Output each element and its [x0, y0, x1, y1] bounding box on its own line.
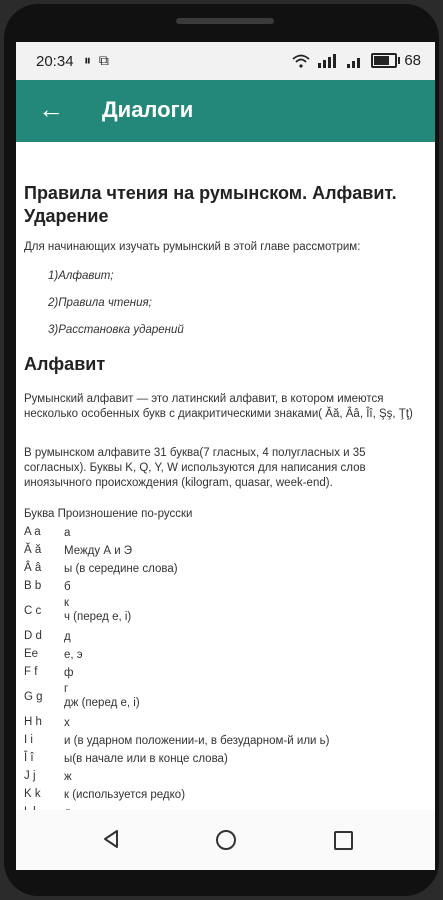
- speaker-grille: [176, 18, 274, 24]
- letter-cell: Ee: [24, 648, 39, 660]
- letter-cell: Î î: [24, 752, 34, 764]
- pron-cell: дж (перед e, i): [64, 697, 140, 709]
- app-bar: [16, 80, 435, 142]
- notification-icons: ⏸ ⧉: [84, 52, 111, 68]
- wifi-icon: [292, 54, 310, 68]
- alphabet-paragraph: Румынский алфавит — это латинский алфавит, в котором имеются несколько особенных букв с диакритическими знаками( Ăă, Ââ, Îî, Şş, Ţţ): [24, 393, 413, 420]
- screen: [16, 42, 435, 870]
- pron-cell: к: [64, 597, 70, 609]
- page-title: Диалоги: [102, 97, 194, 122]
- letter-cell: I i: [24, 734, 33, 746]
- alphabet-heading: Алфавит: [24, 354, 106, 374]
- battery-icon: [371, 53, 397, 68]
- letter-cell: C c: [24, 605, 42, 617]
- pron-cell: ы (в середине слова): [64, 563, 178, 575]
- pron-cell: ы(в начале или в конце слова): [64, 753, 228, 765]
- signal-icon: [317, 54, 339, 68]
- letter-cell: A a: [24, 526, 41, 538]
- pron-cell: ф: [64, 667, 74, 679]
- letter-cell: H h: [24, 716, 42, 728]
- system-nav-bar: [16, 810, 435, 870]
- list-item: 3)Расстановка ударений: [48, 324, 184, 336]
- nav-recents-icon[interactable]: [334, 831, 353, 850]
- pron-cell: д: [64, 631, 71, 643]
- letter-cell: J j: [24, 770, 36, 782]
- letter-cell: Ă ă: [24, 544, 42, 556]
- signal-icon-2: [346, 54, 364, 68]
- status-right: [292, 52, 421, 69]
- pron-cell: а: [64, 527, 71, 539]
- pron-cell: Между А и Э: [64, 545, 133, 557]
- intro-text: Для начинающих изучать румынский в этой главе рассмотрим:: [24, 241, 361, 253]
- status-time: 20:34: [36, 53, 74, 70]
- nav-home-icon[interactable]: [216, 830, 236, 850]
- nav-back-icon[interactable]: [102, 829, 120, 849]
- letter-cell: F f: [24, 666, 38, 678]
- pron-cell: г: [64, 683, 69, 695]
- article-heading: Правила чтения на румынском. Алфавит. Ударение: [24, 183, 397, 226]
- list-item: 2)Правила чтения;: [48, 297, 152, 309]
- pron-cell: к (используется редко): [64, 789, 186, 801]
- phone-frame: [4, 4, 439, 896]
- letter-cell: B b: [24, 580, 42, 592]
- pron-cell: х: [64, 717, 70, 729]
- status-bar: [16, 42, 435, 80]
- pron-cell: и (в ударном положении-и, в безударном-й или ь): [64, 735, 330, 747]
- table-header: Буква Произношение по-русски: [24, 508, 193, 520]
- article-content[interactable]: [16, 142, 435, 810]
- battery-level: 68: [404, 52, 421, 69]
- pron-cell: б: [64, 581, 71, 593]
- letter-cell: Â â: [24, 562, 42, 574]
- back-arrow-icon[interactable]: ←: [38, 94, 64, 124]
- list-item: 1)Алфавит;: [48, 270, 114, 282]
- alphabet-count-paragraph: В румынском алфавите 31 буква(7 гласных, 4 полугласных и 35 согласных). Буквы K, Q, Y, W используются для написания слов иноязычного происхождения (kilogram, quasar, week-end).: [24, 447, 366, 489]
- pron-cell: е, э: [64, 649, 83, 661]
- pron-cell: ч (перед e, i): [64, 611, 132, 623]
- letter-cell: G g: [24, 691, 43, 703]
- letter-cell: K k: [24, 788, 41, 800]
- letter-cell: D d: [24, 630, 42, 642]
- pron-cell: ж: [64, 771, 72, 783]
